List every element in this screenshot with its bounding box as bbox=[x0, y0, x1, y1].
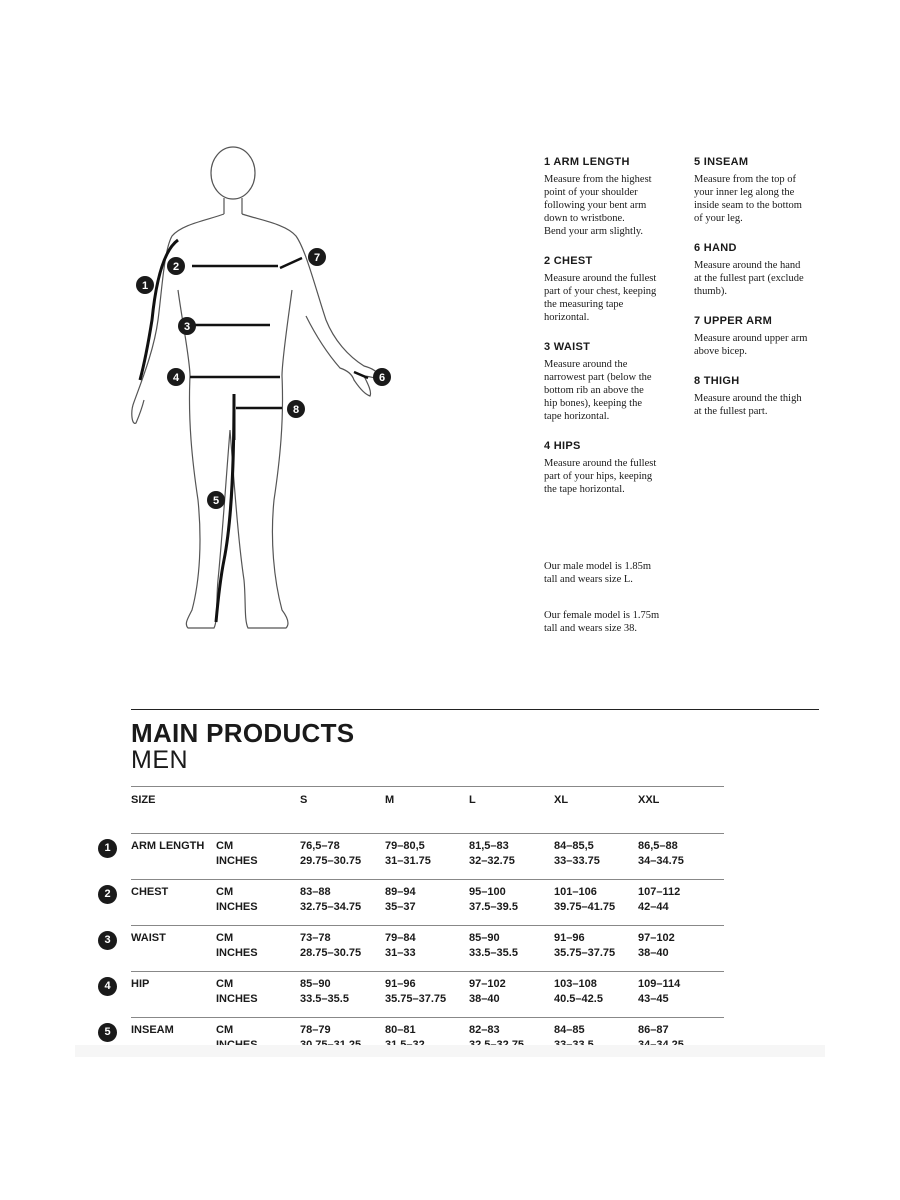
marker-number: 3 bbox=[183, 321, 191, 333]
marker-number: 8 bbox=[292, 404, 300, 416]
table-cell: 84–85,5 33–33.75 bbox=[554, 840, 600, 867]
instruction-text: Measure around the narrowest part (below the bottom rib an above the hip bones), keeping the tape horizontal. bbox=[544, 359, 652, 422]
row-number-badge: 3 bbox=[98, 931, 117, 950]
measurement-marker bbox=[207, 491, 225, 509]
table-row bbox=[104, 925, 724, 971]
instruction-heading: 5 INSEAM bbox=[694, 156, 749, 168]
table-cell: 89–94 35–37 bbox=[385, 886, 416, 913]
table-cell: 73–78 28.75–30.75 bbox=[300, 932, 362, 959]
instruction-heading: 2 CHEST bbox=[544, 255, 593, 267]
instruction-heading: 3 WAIST bbox=[544, 341, 591, 353]
row-number-badge: 4 bbox=[98, 977, 117, 996]
row-label: INSEAM bbox=[131, 1024, 174, 1036]
instruction-upper-arm bbox=[694, 315, 834, 358]
table-cell: 79–80,5 31–31.75 bbox=[385, 840, 431, 867]
row-label: CHEST bbox=[131, 886, 169, 898]
row-number-badge: 1 bbox=[98, 839, 117, 858]
instruction-text: Measure around the fullest part of your chest, keeping the measuring tape horizontal. bbox=[544, 273, 657, 323]
table-cell: 84–85 bbox=[554, 1024, 585, 1036]
instruction-text: Measure around upper arm above bicep. bbox=[694, 333, 808, 357]
header-xl: XL bbox=[554, 794, 569, 806]
body-figure bbox=[120, 140, 400, 640]
measurement-marker bbox=[308, 248, 326, 266]
instructions-column-right bbox=[694, 156, 834, 435]
table-cell: 83–88 32.75–34.75 bbox=[300, 886, 362, 913]
table-cell: 82–83 bbox=[469, 1024, 500, 1036]
instruction-arm-length bbox=[544, 156, 684, 238]
measurement-marker bbox=[167, 368, 185, 386]
male-model-note: Our male model is 1.85m tall and wears size L. bbox=[544, 561, 652, 585]
section-divider bbox=[131, 709, 819, 710]
table-row bbox=[104, 879, 724, 925]
marker-number: 2 bbox=[172, 261, 180, 273]
table-cell: 97–102 38–40 bbox=[469, 978, 506, 1005]
header-size: SIZE bbox=[131, 794, 156, 806]
instructions-column-left bbox=[544, 156, 684, 513]
instruction-text: Measure from the top of your inner leg along the inside seam to the bottom of your leg. bbox=[694, 174, 802, 224]
marker-number: 4 bbox=[172, 372, 180, 384]
instruction-hips bbox=[544, 440, 684, 496]
table-cell: 86,5–88 34–34.75 bbox=[638, 840, 684, 867]
measurement-marker bbox=[373, 368, 391, 386]
row-units: CM INCHES bbox=[216, 840, 258, 867]
row-label: WAIST bbox=[131, 932, 166, 944]
table-cell: 85–90 33.5–35.5 bbox=[300, 978, 349, 1005]
table-cell: 76,5–78 29.75–30.75 bbox=[300, 840, 362, 867]
table-row bbox=[104, 833, 724, 879]
row-label: ARM LENGTH bbox=[131, 840, 205, 852]
table-cell: 101–106 39.75–41.75 bbox=[554, 886, 616, 913]
instruction-thigh bbox=[694, 375, 834, 418]
table-row bbox=[104, 971, 724, 1017]
row-units: CM bbox=[216, 1024, 234, 1036]
table-cell: 85–90 33.5–35.5 bbox=[469, 932, 518, 959]
measurement-marker bbox=[287, 400, 305, 418]
row-number-badge: 5 bbox=[98, 1023, 117, 1042]
instruction-hand bbox=[694, 242, 834, 298]
row-label: HIP bbox=[131, 978, 150, 990]
row-units: CM INCHES bbox=[216, 886, 258, 913]
marker-number: 6 bbox=[378, 372, 386, 384]
measurement-marker bbox=[167, 257, 185, 275]
row-units: CM INCHES bbox=[216, 932, 258, 959]
instruction-chest bbox=[544, 255, 684, 324]
instruction-heading: 4 HIPS bbox=[544, 440, 581, 452]
table-header-row bbox=[131, 786, 724, 833]
marker-number: 5 bbox=[212, 495, 220, 507]
table-cell: 80–81 bbox=[385, 1024, 416, 1036]
marker-number: 1 bbox=[141, 280, 149, 292]
table-cell: 91–96 35.75–37.75 bbox=[554, 932, 616, 959]
section-subtitle: MEN bbox=[131, 746, 189, 774]
female-model-note: Our female model is 1.75m tall and wears size 38. bbox=[544, 610, 660, 634]
table-cell: 109–114 43–45 bbox=[638, 978, 681, 1005]
table-cell: 78–79 bbox=[300, 1024, 331, 1036]
header-xxl: XXL bbox=[638, 794, 660, 806]
table-cell: 91–96 35.75–37.75 bbox=[385, 978, 447, 1005]
section-title: MAIN PRODUCTS bbox=[131, 718, 355, 748]
row-units: CM INCHES bbox=[216, 978, 258, 1005]
bottom-band bbox=[75, 1045, 825, 1057]
marker-number: 7 bbox=[313, 252, 321, 264]
table-cell: 81,5–83 32–32.75 bbox=[469, 840, 515, 867]
instruction-text: Measure around the hand at the fullest part (exclude thumb). bbox=[694, 260, 804, 297]
instruction-heading: 8 THIGH bbox=[694, 375, 740, 387]
table-cell: 79–84 31–33 bbox=[385, 932, 416, 959]
header-m: M bbox=[385, 794, 395, 806]
body-outline-illustration bbox=[120, 140, 400, 640]
table-cell: 107–112 42–44 bbox=[638, 886, 681, 913]
instruction-heading: 6 HAND bbox=[694, 242, 737, 254]
instruction-text: Measure around the thigh at the fullest part. bbox=[694, 393, 802, 417]
header-l: L bbox=[469, 794, 476, 806]
row-number-badge: 2 bbox=[98, 885, 117, 904]
measurement-marker bbox=[136, 276, 154, 294]
instruction-heading: 7 UPPER ARM bbox=[694, 315, 773, 327]
instruction-heading: 1 ARM LENGTH bbox=[544, 156, 630, 168]
header-s: S bbox=[300, 794, 308, 806]
measurement-marker bbox=[178, 317, 196, 335]
instruction-inseam bbox=[694, 156, 834, 225]
table-cell: 103–108 40.5–42.5 bbox=[554, 978, 603, 1005]
table-cell: 97–102 38–40 bbox=[638, 932, 675, 959]
instruction-text: Measure from the highest point of your shoulder following your bent arm down to wristbone. Bend your arm slightly. bbox=[544, 174, 652, 237]
instruction-waist bbox=[544, 341, 684, 423]
table-cell: 86–87 bbox=[638, 1024, 669, 1036]
instruction-text: Measure around the fullest part of your hips, keeping the tape horizontal. bbox=[544, 458, 657, 495]
table-cell: 95–100 37.5–39.5 bbox=[469, 886, 518, 913]
size-table bbox=[104, 786, 724, 1063]
